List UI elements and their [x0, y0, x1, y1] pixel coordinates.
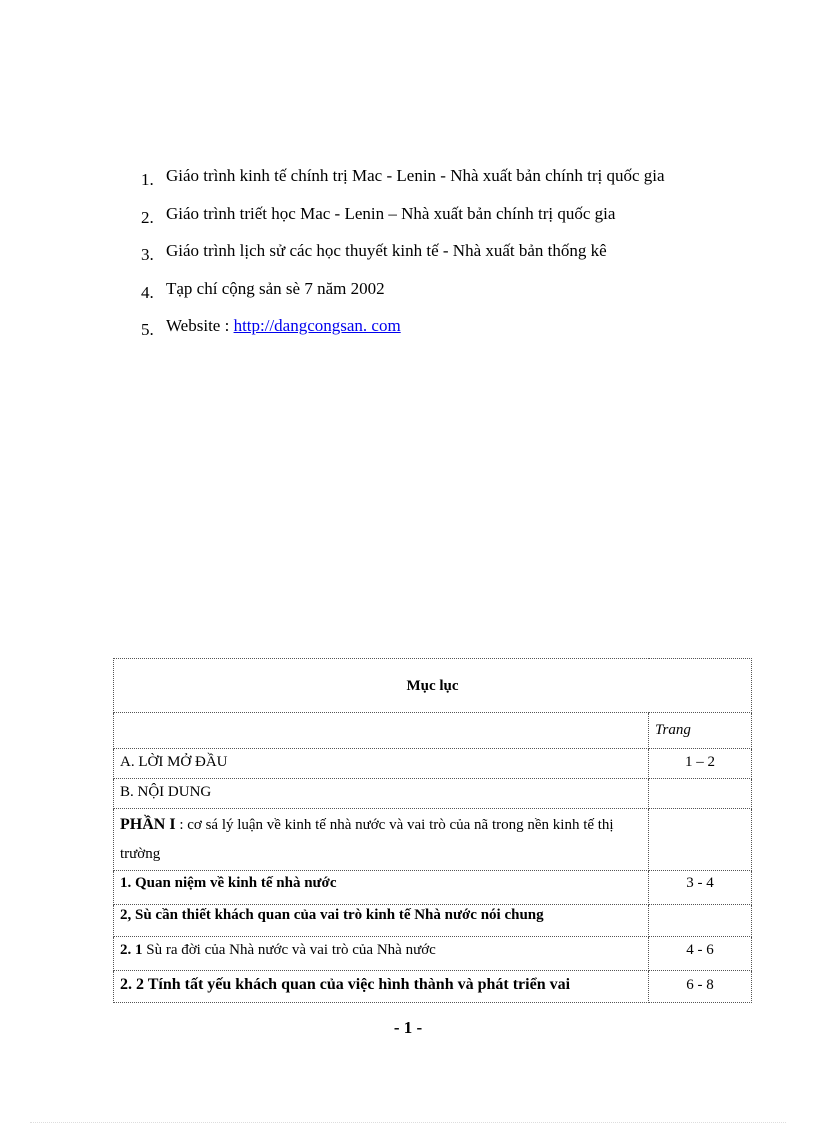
- toc-row-page: 6 - 8: [649, 971, 752, 1003]
- website-label: Website :: [166, 316, 234, 335]
- reference-number: 5.: [141, 320, 154, 339]
- toc-header-empty: [114, 713, 649, 749]
- toc-row-page: 3 - 4: [649, 871, 752, 905]
- toc-row-page: [649, 779, 752, 809]
- reference-number: 2.: [141, 207, 154, 227]
- toc-row-page: 1 – 2: [649, 749, 752, 779]
- toc-row-label: A. LỜI MỞ ĐẦU: [114, 749, 649, 779]
- toc-row-label: B. NỘI DUNG: [114, 779, 649, 809]
- reference-text: Giáo trình kinh tế chính trị Mac - Lenin - Nhà xuất bản chính trị quốc gia: [166, 166, 665, 185]
- reference-number: 4.: [141, 282, 154, 302]
- toc-row: [114, 749, 752, 779]
- reference-text: [166, 310, 401, 341]
- toc-row-label-text: : cơ sá lý luận về kinh tế nhà nước và vai trò của nã trong nền kinh tế thị trường: [120, 817, 614, 862]
- toc-row-label: 1. Quan niệm về kinh tế nhà nước: [114, 871, 649, 905]
- reference-text: Giáo trình triết học Mac - Lenin – Nhà xuất bản chính trị quốc gia: [166, 203, 616, 223]
- toc-row: [114, 937, 752, 971]
- reference-item: [138, 235, 758, 273]
- reference-item: [138, 273, 758, 311]
- toc-row-label-bold: PHẦN I: [120, 816, 176, 833]
- toc-page-header: Trang: [649, 713, 752, 749]
- toc-row-page: [649, 809, 752, 871]
- reference-list: [138, 160, 758, 348]
- reference-item: [138, 310, 758, 348]
- toc-row: [114, 971, 752, 1003]
- reference-number: 3.: [141, 245, 154, 264]
- toc-row-page: [649, 905, 752, 937]
- reference-item: [138, 160, 758, 198]
- toc-row-page: 4 - 6: [649, 937, 752, 971]
- reference-item: [138, 198, 758, 236]
- toc-row-label-bold: 2. 1: [120, 942, 143, 958]
- reference-number: 1.: [141, 170, 154, 189]
- website-link[interactable]: http://dangcongsan. com: [233, 316, 401, 335]
- toc-title: Mục lục: [114, 659, 752, 713]
- toc-row: [114, 809, 752, 871]
- toc-row: [114, 871, 752, 905]
- toc-row: [114, 779, 752, 809]
- page-number: - 1 -: [393, 1018, 423, 1037]
- toc-row: [114, 905, 752, 937]
- toc-row-label: 2. 2 Tính tất yếu khách quan của việc hình thành và phát triển vai: [114, 971, 649, 1003]
- table-of-contents: [113, 658, 752, 1003]
- toc-row-label: [114, 809, 649, 871]
- toc-row-label: [114, 937, 649, 971]
- toc-row-label: 2, Sù cần thiết khách quan của vai trò kinh tế Nhà nước nói chung: [114, 905, 649, 937]
- toc-row-label-text: Sù ra đời của Nhà nước và vai trò của Nhà nước: [142, 942, 436, 958]
- reference-text: Tạp chí cộng sản sè 7 năm 2002: [166, 278, 385, 298]
- reference-text: Giáo trình lịch sử các học thuyết kinh tế - Nhà xuất bản thống kê: [166, 241, 607, 260]
